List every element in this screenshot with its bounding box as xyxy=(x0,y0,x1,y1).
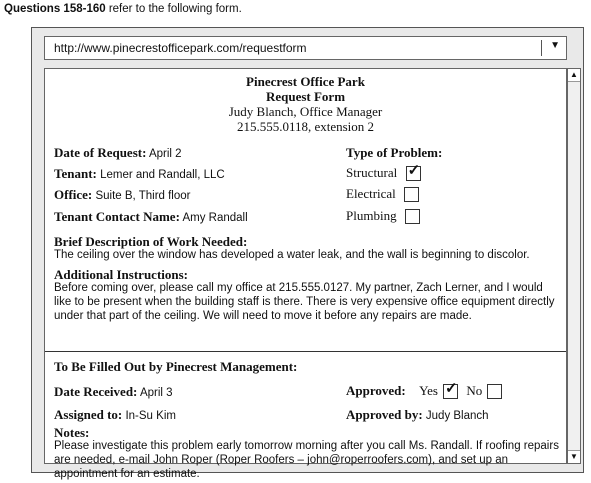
scroll-up-arrow-icon[interactable]: ▲ xyxy=(568,69,580,82)
vertical-scrollbar[interactable] xyxy=(567,68,581,464)
browser-window xyxy=(31,27,584,480)
problem-option-electrical xyxy=(346,186,419,202)
office-label: Office: xyxy=(54,187,93,202)
approved-yes-checkbox[interactable] xyxy=(443,380,458,399)
date-of-request-label: Date of Request: xyxy=(54,145,147,160)
problem-type-heading xyxy=(346,145,442,161)
address-bar-divider xyxy=(541,40,542,56)
electrical-label: Electrical xyxy=(346,186,396,201)
company-name: Pinecrest Office Park xyxy=(246,74,365,89)
tenant-value: Lemer and Randall, LLC xyxy=(96,169,225,181)
form-contact: Judy Blanch, Office Manager xyxy=(228,104,383,119)
date-received-label: Date Received: xyxy=(54,384,138,399)
date-received xyxy=(54,384,173,400)
checkmark-icon: ✓ xyxy=(444,380,458,398)
approved-yes-label: Yes xyxy=(419,383,438,398)
checkmark-icon: ✓ xyxy=(407,162,421,180)
approved-label: Approved: xyxy=(346,383,406,398)
section-divider xyxy=(45,351,566,352)
approved-by-value: Judy Blanch xyxy=(422,410,489,422)
question-header xyxy=(4,3,242,15)
scroll-down-arrow-icon[interactable]: ▼ xyxy=(568,450,580,463)
office xyxy=(54,187,191,203)
assigned-to xyxy=(54,407,176,423)
approved xyxy=(346,380,502,399)
form-title: Request Form xyxy=(265,89,346,104)
approved-by xyxy=(346,407,489,423)
problem-option-structural xyxy=(346,162,421,181)
address-bar[interactable] xyxy=(44,36,567,60)
tenant-label: Tenant: xyxy=(54,166,97,181)
question-instruction: refer to the following form. xyxy=(105,3,242,15)
plumbing-label: Plumbing xyxy=(346,208,397,223)
request-form xyxy=(44,68,567,480)
date-of-request xyxy=(54,145,182,161)
office-value: Suite B, Third floor xyxy=(92,190,191,202)
management-heading xyxy=(54,359,297,375)
problem-option-plumbing xyxy=(346,208,420,224)
assigned-to-label: Assigned to: xyxy=(54,407,123,422)
assigned-to-value: In-Su Kim xyxy=(122,410,176,422)
url-text[interactable]: http://www.pinecrestofficepark.com/requestform xyxy=(54,41,307,55)
tenant-contact-value: Amy Randall xyxy=(179,212,248,224)
plumbing-checkbox[interactable] xyxy=(405,209,420,224)
brief-description-label: Brief Description of Work Needed: xyxy=(54,234,248,249)
structural-checkbox[interactable] xyxy=(406,162,421,181)
tenant-contact-label: Tenant Contact Name: xyxy=(54,209,180,224)
question-range: Questions 158-160 xyxy=(4,3,106,15)
notes-label: Notes: xyxy=(54,425,90,440)
form-phone: 215.555.0118, extension 2 xyxy=(236,119,375,134)
notes-text: Please investigate this problem early tomorrow morning after you call Ms. Randall. If roofing repairs are needed, e-mail John Roper (Roper Roofers – john@roperroofers.com), and set up an appointment for an estimate. xyxy=(54,440,559,480)
electrical-checkbox[interactable] xyxy=(404,187,419,202)
additional-instructions-text: Before coming over, please call my office at 215.555.0127. My partner, Zach Lerner, and I would like to be present when the building staff is there. There is very expensive office equipment directly under that part of the ceiling. We will need to move it before any repairs are made. xyxy=(54,282,555,322)
date-of-request-value: April 2 xyxy=(146,148,182,160)
tenant-contact xyxy=(54,209,248,225)
brief-description-text: The ceiling over the window has developed a water leak, and the wall is beginning to discolor. xyxy=(54,249,530,261)
additional-instructions-label: Additional Instructions: xyxy=(54,267,188,282)
approved-no-checkbox[interactable] xyxy=(487,384,502,399)
structural-label: Structural xyxy=(346,165,398,180)
date-received-value: April 3 xyxy=(137,387,173,399)
management-heading-label: To Be Filled Out by Pinecrest Management: xyxy=(54,359,298,374)
dropdown-arrow-icon[interactable]: ▼ xyxy=(550,40,560,51)
approved-by-label: Approved by: xyxy=(346,407,423,422)
problem-type-label: Type of Problem: xyxy=(346,145,443,160)
tenant xyxy=(54,166,225,182)
approved-no-label: No xyxy=(466,383,483,398)
